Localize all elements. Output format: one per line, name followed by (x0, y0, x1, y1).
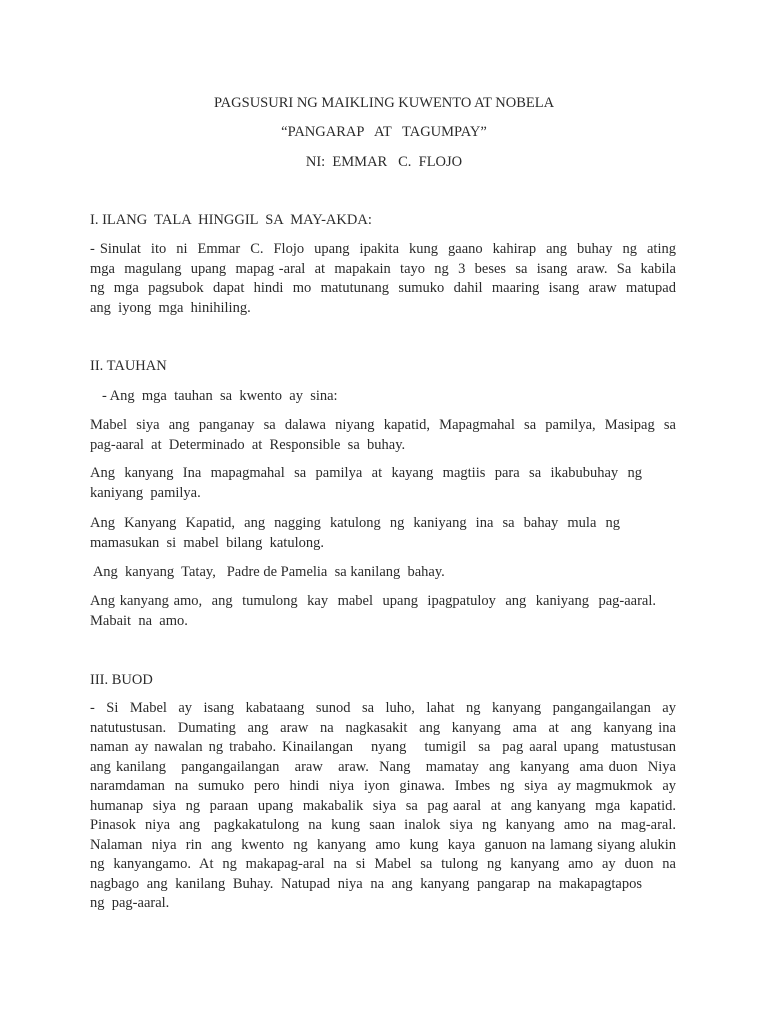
paragraph-line: kaniyang pamilya. (90, 484, 201, 501)
paragraph-line: naman ay nawalan ng trabaho. Kinailangan nyang tumigil sa pag aaral upang matustusan (90, 739, 676, 755)
tauhan-ina (90, 464, 642, 503)
paragraph-line: Ang kanyang amo, ang tumulong kay mabel upang ipagpatuloy ang kaniyang pag-aaral. (90, 593, 656, 609)
paragraph-line: ang kanilang pangangailangan araw araw. Nang mamatay ang kanyang ama duon Niya (90, 758, 676, 775)
section-heading-buod: III. BUOD (90, 672, 153, 688)
author-line: NI: EMMAR C. FLOJO (305, 154, 463, 170)
paragraph-line: Mabel siya ang panganay sa dalawa niyang kapatid, Mapagmahal sa pamilya, Masipag sa (90, 417, 676, 433)
tauhan-mabel (90, 416, 676, 455)
paragraph-line: nagbago ang kanilang Buhay. Natupad niya na ang kanyang pangarap na makapagtapos (90, 875, 642, 892)
section-paragraph-may-akda (90, 240, 676, 318)
paragraph-line: - Sinulat ito ni Emmar C. Flojo upang ipakita kung gaano kahirap ang buhay ng ating (90, 241, 676, 257)
paragraph-line: Ang kanyang Ina mapagmahal sa pamilya at kayang magtiis para sa ikabubuhay ng (90, 465, 642, 481)
paragraph-line: pag-aaral at Determinado at Responsible sa buhay. (90, 436, 406, 453)
paragraph-line: Nalaman niya rin ang kwento ng kanyang amo kung kaya ganuon na lamang siyang alukin (90, 836, 676, 853)
paragraph-line: Mabait na amo. (90, 612, 188, 629)
paragraph-line: ng kanyangamo. At ng makapag-aral na si Mabel sa tulong ng kanyang amo ay duon na (90, 856, 676, 872)
paragraph-line: naramdaman na sumuko pero hindi niya iyon ginawa. Imbes ng siya ay magmukmok ay (90, 778, 676, 794)
paragraph-line: ng mga pagsubok dapat hindi mo matutunang sumuko dahil maaring isang araw matupad (90, 280, 676, 296)
section-heading-may-akda: I. ILANG TALA HINGGIL SA MAY-AKDA: (90, 212, 372, 228)
paragraph-line: natutustusan. Dumating ang araw na nagkasakit ang kanyang ama at ang kanyang ina (90, 719, 676, 736)
paragraph-line: mga magulang upang mapag -aral at mapakain tayo ng 3 beses sa isang araw. Sa kabila (90, 260, 676, 277)
paragraph-line: mamasukan si mabel bilang katulong. (90, 534, 324, 551)
story-title: “PANGARAP AT TAGUMPAY” (281, 124, 487, 140)
paragraph-line: Pinasok niya ang pagkakatulong na kung saan inalok siya ng kanyang amo na mag-aral. (90, 817, 676, 833)
paragraph-line: ang iyong mga hinihiling. (90, 299, 251, 316)
paragraph-line: humanap siya ng paraan upang makabalik siya sa pag aaral at ang kanyang mga kapatid. (90, 797, 676, 814)
paragraph-line: ng pag-aaral. (90, 895, 170, 911)
paragraph-line: - Si Mabel ay isang kabataang sunod sa luho, lahat ng kanyang pangangailangan ay (90, 700, 676, 716)
paragraph-line: Ang Kanyang Kapatid, ang nagging katulong ng kaniyang ina sa bahay mula ng (90, 515, 620, 531)
section-heading-tauhan: II. TAUHAN (90, 358, 167, 374)
tauhan-intro: - Ang mga tauhan sa kwento ay sina: (102, 388, 338, 404)
tauhan-amo (90, 592, 656, 631)
tauhan-kapatid (90, 514, 620, 553)
document-title: PAGSUSURI NG MAIKLING KUWENTO AT NOBELA (213, 95, 555, 111)
tauhan-tatay: Ang kanyang Tatay, Padre de Pamelia sa kanilang bahay. (90, 564, 445, 580)
section-paragraph-buod (90, 699, 676, 914)
